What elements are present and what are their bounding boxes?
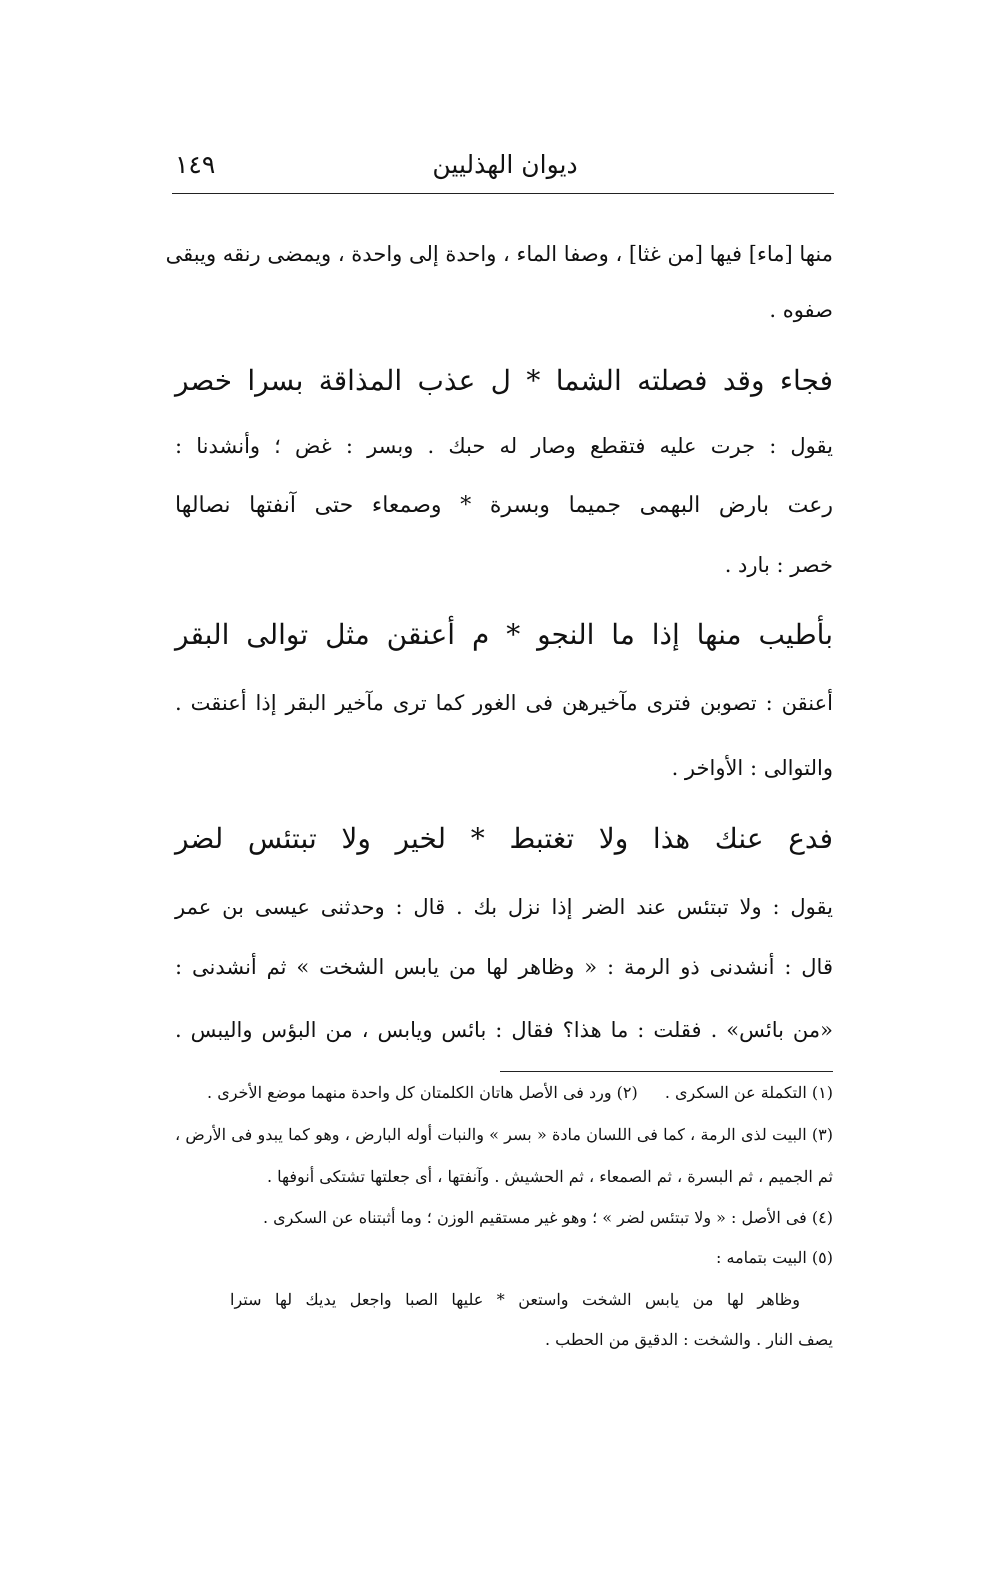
commentary-line-1: يقول : جرت عليه فتقطع وصار له حبك . وبسر : غض ؛ وأنشدنا : xyxy=(175,434,833,458)
prose-line-2: صفوه . xyxy=(769,298,833,322)
footnote-5-verse: وظاهر لها من يابس الشخت واستعن * عليها الصبا واجعل يديك لها سترا xyxy=(230,1290,800,1309)
verse-3: فدع عنك هذا ولا تغتبط * لخير ولا تبتئس لضر xyxy=(175,822,833,855)
footnote-3: (٣) البيت لذى الرمة ، كما فى اللسان مادة « بسر » والنبات أوله البارض ، وهو كما يبدو فى الأرض ، xyxy=(175,1125,833,1144)
prose-line-1: منها [ماء] فيها [من غثا] ، وصفا الماء ، واحدة إلى واحدة ، ويمضى رنقه ويبقى xyxy=(165,242,833,266)
verse-2: بأطيب منها إذا ما النجو * م أعنقن مثل توالى البقر xyxy=(175,618,833,651)
header-title: ديوان الهذليين xyxy=(432,150,578,179)
footnote-5: (٥) البيت بتمامه : xyxy=(716,1248,833,1267)
commentary-line-7: «من بائس» . فقلت : ما هذا؟ فقال : بائس ويابس ، من البؤس واليبس . xyxy=(175,1018,833,1042)
footnotes-1-2 xyxy=(175,1083,833,1109)
running-header xyxy=(175,150,835,192)
footnote-4: (٤) فى الأصل : « ولا تبتئس لضر » ؛ وهو غير مستقيم الوزن ؛ وما أثبتناه عن السكرى . xyxy=(262,1208,833,1227)
footnote-2: (٢) ورد فى الأصل هاتان الكلمتان كل واحدة منهما موضع الأخرى . xyxy=(207,1083,638,1102)
footnote-1: (١) التكملة عن السكرى . xyxy=(664,1083,833,1102)
commentary-line-6: قال : أنشدنى ذو الرمة : « وظاهر لها من يابس الشخت » ثم أنشدنى : xyxy=(175,955,833,979)
commentary-line-5: يقول : ولا تبتئس عند الضر إذا نزل بك . قال : وحدثنى عيسى بن عمر xyxy=(175,895,833,919)
commentary-line-4: والتوالى : الأواخر . xyxy=(671,756,833,780)
commentary-line-3: أعنقن : تصوبن فترى مآخيرهن فى الغور كما ترى مآخير البقر إذا أعنقت . xyxy=(175,691,833,715)
footnote-rule xyxy=(500,1071,833,1072)
commentary-line-2: خصر : بارد . xyxy=(724,553,833,577)
header-rule xyxy=(172,193,834,194)
verse-1: فجاء وقد فصلته الشما * ل عذب المذاقة بسرا خصر xyxy=(175,364,833,397)
footnote-5-end: يصف النار . والشخت : الدقيق من الحطب . xyxy=(544,1330,833,1349)
quoted-verse-1: رعت بارض البهمى جميما وبسرة * وصمعاء حتى آنفتها نصالها xyxy=(175,493,833,518)
footnote-3-continued: ثم الجميم ، ثم البسرة ، ثم الصمعاء ، ثم الحشيش . وآنفتها ، أى جعلتها تشتكى أنوفها . xyxy=(266,1167,833,1186)
page-number: ١٤٩ xyxy=(175,150,216,179)
